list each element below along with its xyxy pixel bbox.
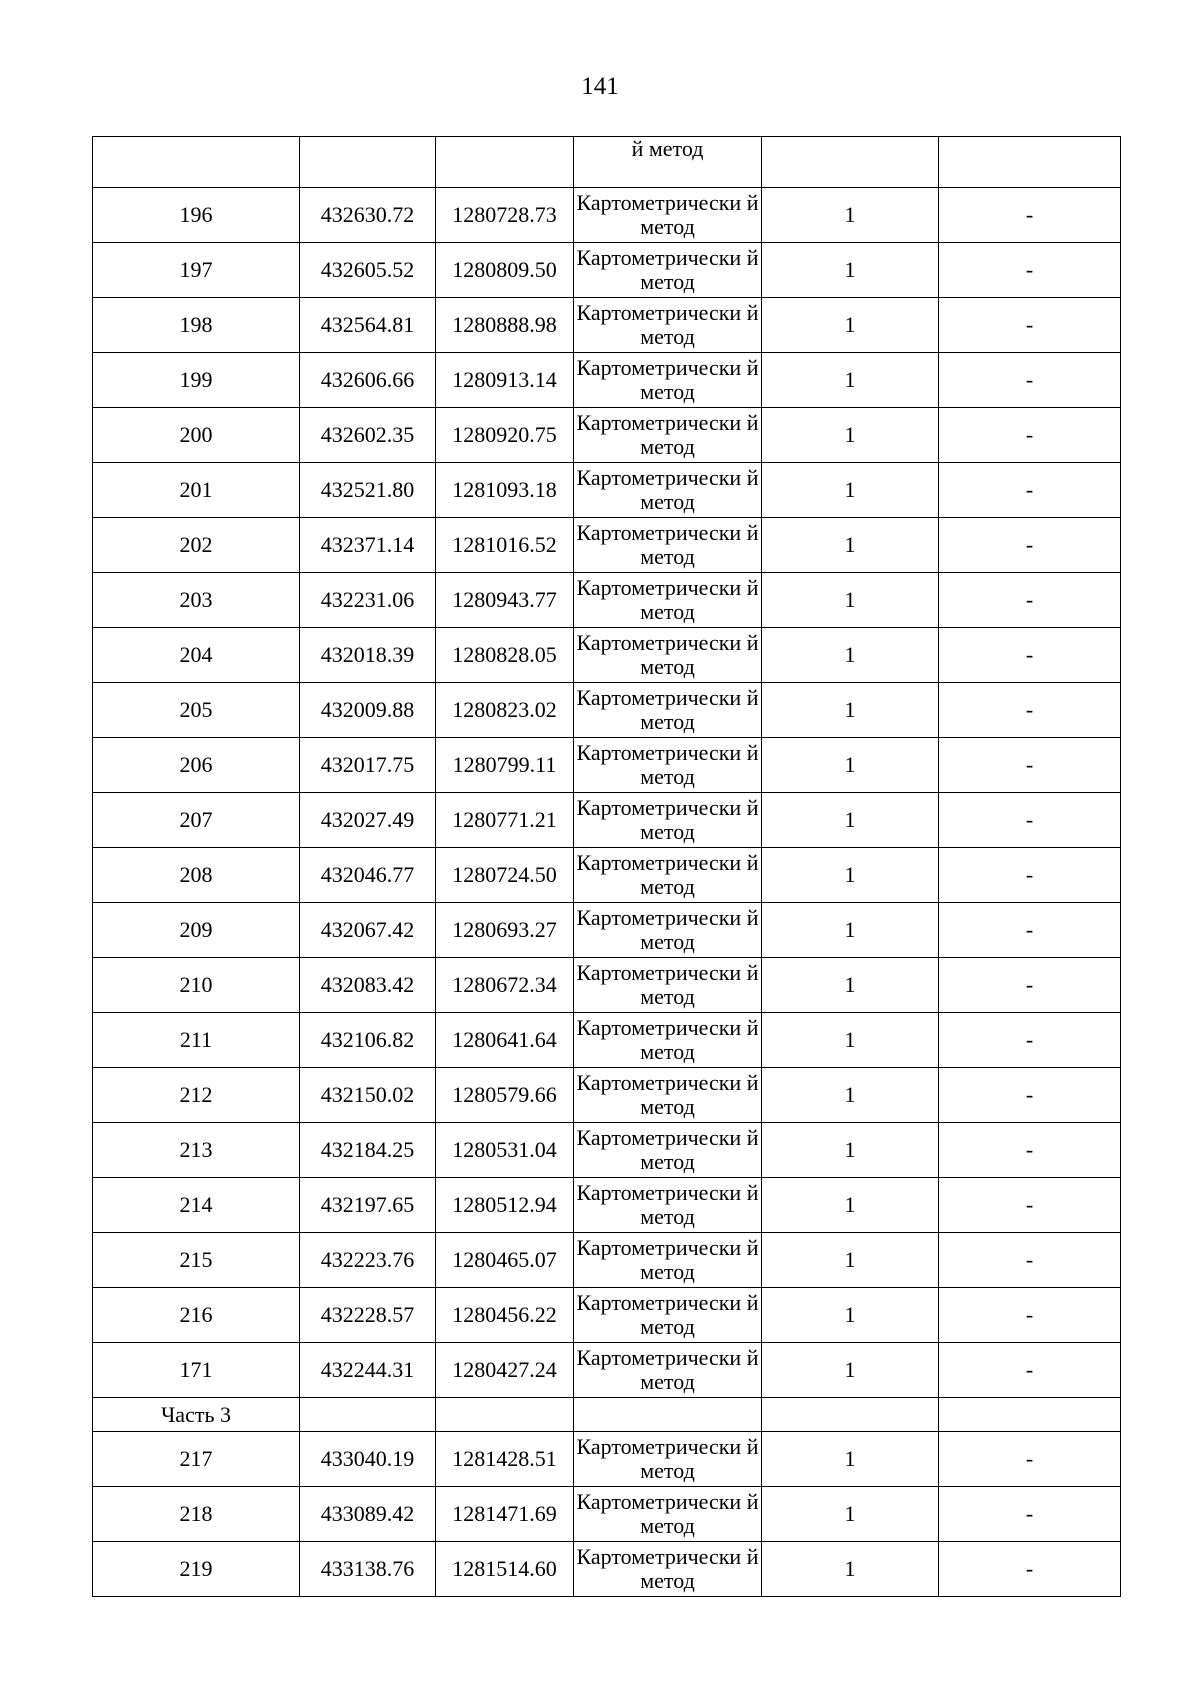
- accuracy-cell: 1: [762, 1288, 939, 1343]
- point-number-cell: 217: [93, 1432, 300, 1487]
- empty-cell: [436, 1398, 574, 1432]
- note-cell: -: [939, 1068, 1121, 1123]
- y-coordinate-cell: 1280799.11: [436, 738, 574, 793]
- method-cell: Картометрически й метод: [574, 1487, 762, 1542]
- x-coordinate-cell: 432027.49: [300, 793, 436, 848]
- note-cell: -: [939, 243, 1121, 298]
- empty-cell: [939, 1398, 1121, 1432]
- x-coordinate-cell: 433138.76: [300, 1542, 436, 1597]
- table-body: [93, 137, 1121, 1597]
- accuracy-cell: 1: [762, 1123, 939, 1178]
- accuracy-cell: 1: [762, 1233, 939, 1288]
- method-cell: Картометрически й метод: [574, 848, 762, 903]
- note-cell: -: [939, 573, 1121, 628]
- x-coordinate-cell: 432606.66: [300, 353, 436, 408]
- table-row: [93, 353, 1121, 408]
- note-cell: -: [939, 298, 1121, 353]
- point-number-cell: 215: [93, 1233, 300, 1288]
- y-coordinate-cell: 1280456.22: [436, 1288, 574, 1343]
- point-number-cell: 212: [93, 1068, 300, 1123]
- y-coordinate-cell: 1280943.77: [436, 573, 574, 628]
- point-number-cell: 202: [93, 518, 300, 573]
- x-coordinate-cell: 432605.52: [300, 243, 436, 298]
- y-coordinate-cell: 1280641.64: [436, 1013, 574, 1068]
- method-cell: Картометрически й метод: [574, 243, 762, 298]
- point-number-cell: 171: [93, 1343, 300, 1398]
- table-row: [93, 188, 1121, 243]
- x-coordinate-cell: 432630.72: [300, 188, 436, 243]
- empty-cell: [574, 1398, 762, 1432]
- accuracy-cell: 1: [762, 408, 939, 463]
- note-cell: -: [939, 1178, 1121, 1233]
- point-number-cell: 204: [93, 628, 300, 683]
- table-row: [93, 958, 1121, 1013]
- accuracy-cell: 1: [762, 1343, 939, 1398]
- point-number-cell: 211: [93, 1013, 300, 1068]
- note-cell: -: [939, 1123, 1121, 1178]
- accuracy-cell: 1: [762, 1487, 939, 1542]
- page-number: 141: [581, 73, 619, 100]
- note-cell: -: [939, 1343, 1121, 1398]
- y-coordinate-cell: 1280724.50: [436, 848, 574, 903]
- point-number-cell: 209: [93, 903, 300, 958]
- empty-cell: [762, 1398, 939, 1432]
- accuracy-cell: 1: [762, 958, 939, 1013]
- accuracy-cell: 1: [762, 848, 939, 903]
- x-coordinate-cell: 432223.76: [300, 1233, 436, 1288]
- table-row: [93, 738, 1121, 793]
- point-number-cell: 196: [93, 188, 300, 243]
- point-number-cell: 205: [93, 683, 300, 738]
- x-coordinate-cell: 432083.42: [300, 958, 436, 1013]
- y-coordinate-cell: 1280809.50: [436, 243, 574, 298]
- method-cell: Картометрически й метод: [574, 1068, 762, 1123]
- method-cell: Картометрически й метод: [574, 1123, 762, 1178]
- point-cell: [93, 137, 300, 188]
- section-row: [93, 1398, 1121, 1432]
- accuracy-cell: 1: [762, 188, 939, 243]
- point-number-cell: 200: [93, 408, 300, 463]
- y-coordinate-cell: 1280888.98: [436, 298, 574, 353]
- accuracy-cell: 1: [762, 353, 939, 408]
- table-row: [93, 243, 1121, 298]
- x-coordinate-cell: 432018.39: [300, 628, 436, 683]
- y-coordinate-cell: 1280823.02: [436, 683, 574, 738]
- x-coordinate-cell: 432106.82: [300, 1013, 436, 1068]
- method-cell: Картометрически й метод: [574, 518, 762, 573]
- method-cell: Картометрически й метод: [574, 1178, 762, 1233]
- accuracy-cell: 1: [762, 628, 939, 683]
- accuracy-cell: 1: [762, 738, 939, 793]
- y-coordinate-cell: 1280913.14: [436, 353, 574, 408]
- x-coordinate-cell: 432244.31: [300, 1343, 436, 1398]
- method-cell: Картометрически й метод: [574, 738, 762, 793]
- x-coordinate-cell: 432231.06: [300, 573, 436, 628]
- x-coordinate-cell: 432228.57: [300, 1288, 436, 1343]
- method-cell: Картометрически й метод: [574, 353, 762, 408]
- point-number-cell: 208: [93, 848, 300, 903]
- point-number-cell: 210: [93, 958, 300, 1013]
- note-cell: -: [939, 1487, 1121, 1542]
- accuracy-cell: 1: [762, 1178, 939, 1233]
- method-cell: Картометрически й метод: [574, 958, 762, 1013]
- note-cell: -: [939, 463, 1121, 518]
- x-coordinate-cell: 433040.19: [300, 1432, 436, 1487]
- accuracy-cell: 1: [762, 683, 939, 738]
- point-number-cell: 203: [93, 573, 300, 628]
- note-cell: -: [939, 628, 1121, 683]
- method-cell: Картометрически й метод: [574, 683, 762, 738]
- x-coordinate-cell: 432521.80: [300, 463, 436, 518]
- x-cell: [300, 137, 436, 188]
- x-coordinate-cell: 432184.25: [300, 1123, 436, 1178]
- point-number-cell: 218: [93, 1487, 300, 1542]
- point-number-cell: 216: [93, 1288, 300, 1343]
- y-coordinate-cell: 1280427.24: [436, 1343, 574, 1398]
- y-coordinate-cell: 1280728.73: [436, 188, 574, 243]
- accuracy-cell: 1: [762, 1432, 939, 1487]
- method-cell: Картометрически й метод: [574, 1288, 762, 1343]
- table-row: [93, 1432, 1121, 1487]
- point-number-cell: 214: [93, 1178, 300, 1233]
- method-cell: Картометрически й метод: [574, 1233, 762, 1288]
- point-number-cell: 201: [93, 463, 300, 518]
- table-row: [93, 408, 1121, 463]
- y-coordinate-cell: 1280828.05: [436, 628, 574, 683]
- table-row: [93, 573, 1121, 628]
- table-row: [93, 903, 1121, 958]
- accuracy-cell: 1: [762, 1068, 939, 1123]
- point-number-cell: 219: [93, 1542, 300, 1597]
- method-cell: Картометрически й метод: [574, 903, 762, 958]
- point-number-cell: 199: [93, 353, 300, 408]
- x-coordinate-cell: 432046.77: [300, 848, 436, 903]
- table-row: [93, 518, 1121, 573]
- y-coordinate-cell: 1280693.27: [436, 903, 574, 958]
- accuracy-cell: [762, 137, 939, 188]
- x-coordinate-cell: 433089.42: [300, 1487, 436, 1542]
- y-coordinate-cell: 1281514.60: [436, 1542, 574, 1597]
- note-cell: -: [939, 793, 1121, 848]
- table-row: [93, 1178, 1121, 1233]
- point-number-cell: 207: [93, 793, 300, 848]
- accuracy-cell: 1: [762, 463, 939, 518]
- method-cell: й метод: [574, 137, 762, 188]
- point-number-cell: 206: [93, 738, 300, 793]
- x-coordinate-cell: 432009.88: [300, 683, 436, 738]
- accuracy-cell: 1: [762, 1013, 939, 1068]
- method-cell: Картометрически й метод: [574, 188, 762, 243]
- y-coordinate-cell: 1280512.94: [436, 1178, 574, 1233]
- accuracy-cell: 1: [762, 793, 939, 848]
- accuracy-cell: 1: [762, 573, 939, 628]
- y-coordinate-cell: 1281093.18: [436, 463, 574, 518]
- method-cell: Картометрически й метод: [574, 1432, 762, 1487]
- accuracy-cell: 1: [762, 243, 939, 298]
- table-row: [93, 1233, 1121, 1288]
- y-coordinate-cell: 1280771.21: [436, 793, 574, 848]
- note-cell: -: [939, 1542, 1121, 1597]
- table-row: [93, 1542, 1121, 1597]
- x-coordinate-cell: 432564.81: [300, 298, 436, 353]
- method-cell: Картометрически й метод: [574, 1542, 762, 1597]
- table-row: [93, 793, 1121, 848]
- method-cell: Картометрически й метод: [574, 1013, 762, 1068]
- note-cell: -: [939, 738, 1121, 793]
- method-cell: Картометрически й метод: [574, 298, 762, 353]
- point-number-cell: 197: [93, 243, 300, 298]
- note-cell: -: [939, 188, 1121, 243]
- y-coordinate-cell: 1280531.04: [436, 1123, 574, 1178]
- table-row: [93, 1123, 1121, 1178]
- table-row: [93, 1068, 1121, 1123]
- method-cell: Картометрически й метод: [574, 573, 762, 628]
- table-row: [93, 1013, 1121, 1068]
- note-cell: -: [939, 903, 1121, 958]
- x-coordinate-cell: 432371.14: [300, 518, 436, 573]
- accuracy-cell: 1: [762, 1542, 939, 1597]
- method-cell: Картометрически й метод: [574, 463, 762, 518]
- point-number-cell: 213: [93, 1123, 300, 1178]
- method-cell: Картометрически й метод: [574, 408, 762, 463]
- accuracy-cell: 1: [762, 518, 939, 573]
- note-cell: -: [939, 1233, 1121, 1288]
- note-cell: -: [939, 518, 1121, 573]
- table-row: [93, 298, 1121, 353]
- y-coordinate-cell: 1280920.75: [436, 408, 574, 463]
- accuracy-cell: 1: [762, 298, 939, 353]
- note-cell: -: [939, 353, 1121, 408]
- note-cell: -: [939, 848, 1121, 903]
- y-coordinate-cell: 1281428.51: [436, 1432, 574, 1487]
- note-cell: -: [939, 958, 1121, 1013]
- x-coordinate-cell: 432197.65: [300, 1178, 436, 1233]
- y-coordinate-cell: 1281471.69: [436, 1487, 574, 1542]
- note-cell: -: [939, 1288, 1121, 1343]
- method-cell: Картометрически й метод: [574, 628, 762, 683]
- note-cell: -: [939, 1013, 1121, 1068]
- empty-cell: [300, 1398, 436, 1432]
- accuracy-cell: 1: [762, 903, 939, 958]
- table-row: [93, 1487, 1121, 1542]
- x-coordinate-cell: 432602.35: [300, 408, 436, 463]
- note-cell: [939, 137, 1121, 188]
- note-cell: -: [939, 408, 1121, 463]
- note-cell: -: [939, 1432, 1121, 1487]
- section-label: Часть 3: [93, 1398, 300, 1432]
- x-coordinate-cell: 432067.42: [300, 903, 436, 958]
- y-cell: [436, 137, 574, 188]
- table-row: [93, 1288, 1121, 1343]
- coordinates-table: [92, 136, 1121, 1597]
- x-coordinate-cell: 432017.75: [300, 738, 436, 793]
- table-row: [93, 683, 1121, 738]
- method-cell: Картометрически й метод: [574, 793, 762, 848]
- continued-row: [93, 137, 1121, 188]
- y-coordinate-cell: 1280465.07: [436, 1233, 574, 1288]
- y-coordinate-cell: 1281016.52: [436, 518, 574, 573]
- table-row: [93, 463, 1121, 518]
- note-cell: -: [939, 683, 1121, 738]
- y-coordinate-cell: 1280579.66: [436, 1068, 574, 1123]
- point-number-cell: 198: [93, 298, 300, 353]
- table-row: [93, 628, 1121, 683]
- x-coordinate-cell: 432150.02: [300, 1068, 436, 1123]
- table-row: [93, 1343, 1121, 1398]
- method-cell: Картометрически й метод: [574, 1343, 762, 1398]
- table-row: [93, 848, 1121, 903]
- y-coordinate-cell: 1280672.34: [436, 958, 574, 1013]
